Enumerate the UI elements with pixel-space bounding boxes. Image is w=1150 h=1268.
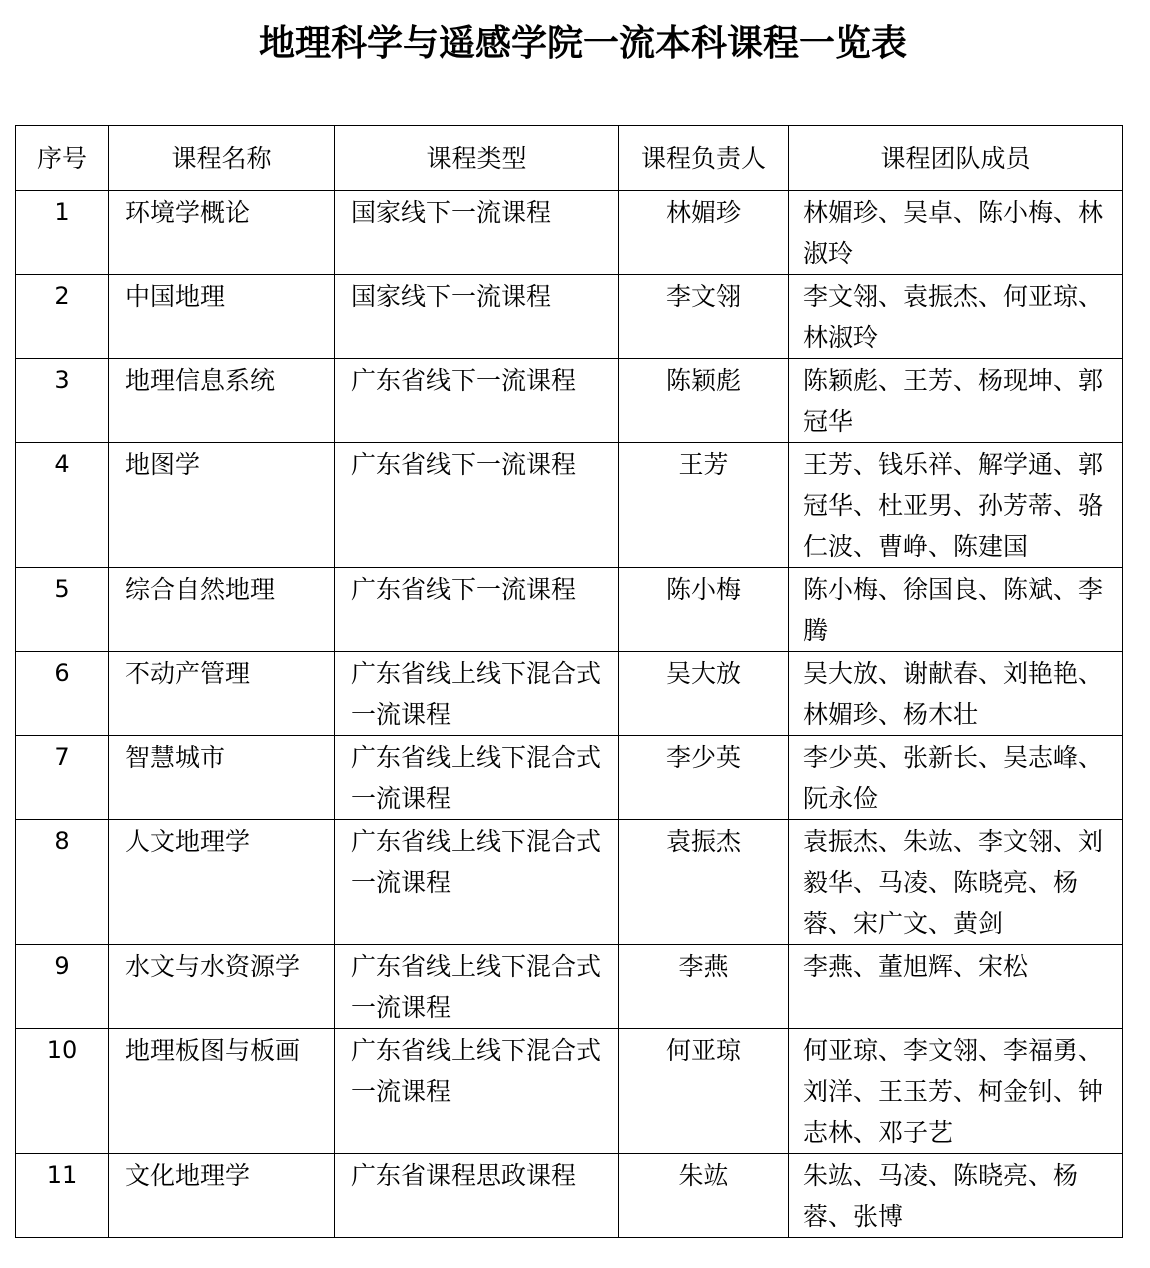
- course-table: [15, 125, 1123, 1238]
- cell-course-name: 中国地理: [109, 275, 335, 359]
- cell-course-type: 广东省线上线下混合式一流课程: [335, 652, 619, 736]
- cell-course-lead: 何亚琼: [619, 1029, 789, 1154]
- cell-course-name: 不动产管理: [109, 652, 335, 736]
- cell-course-type: 广东省线上线下混合式一流课程: [335, 1029, 619, 1154]
- table-row: [16, 1154, 1123, 1238]
- cell-course-team: 朱竑、马凌、陈晓亮、杨蓉、张博: [789, 1154, 1123, 1238]
- header-course-type: 课程类型: [335, 126, 619, 191]
- cell-no: 11: [16, 1154, 109, 1238]
- cell-course-name: 人文地理学: [109, 820, 335, 945]
- cell-course-lead: 袁振杰: [619, 820, 789, 945]
- cell-course-team: 陈颖彪、王芳、杨现坤、郭冠华: [789, 359, 1123, 443]
- cell-course-team: 何亚琼、李文翎、李福勇、刘洋、王玉芳、柯金钊、钟志林、邓子艺: [789, 1029, 1123, 1154]
- cell-course-team: 陈小梅、徐国良、陈斌、李腾: [789, 568, 1123, 652]
- cell-course-name: 地图学: [109, 443, 335, 568]
- cell-course-type: 广东省线上线下混合式一流课程: [335, 820, 619, 945]
- cell-no: 9: [16, 945, 109, 1029]
- cell-no: 2: [16, 275, 109, 359]
- cell-course-name: 文化地理学: [109, 1154, 335, 1238]
- table-row: [16, 736, 1123, 820]
- cell-course-name: 地理信息系统: [109, 359, 335, 443]
- cell-course-lead: 陈颖彪: [619, 359, 789, 443]
- cell-course-type: 广东省线下一流课程: [335, 443, 619, 568]
- table-row: [16, 1029, 1123, 1154]
- cell-no: 7: [16, 736, 109, 820]
- header-course-name: 课程名称: [109, 126, 335, 191]
- cell-course-name: 综合自然地理: [109, 568, 335, 652]
- table-row: [16, 652, 1123, 736]
- cell-course-type: 广东省课程思政课程: [335, 1154, 619, 1238]
- cell-course-type: 广东省线下一流课程: [335, 568, 619, 652]
- cell-course-lead: 陈小梅: [619, 568, 789, 652]
- cell-course-lead: 吴大放: [619, 652, 789, 736]
- page-title: 地理科学与遥感学院一流本科课程一览表: [258, 23, 907, 64]
- cell-course-type: 广东省线下一流课程: [335, 359, 619, 443]
- cell-course-name: 环境学概论: [109, 191, 335, 275]
- table-row: [16, 275, 1123, 359]
- cell-no: 4: [16, 443, 109, 568]
- cell-course-lead: 朱竑: [619, 1154, 789, 1238]
- cell-course-team: 王芳、钱乐祥、解学通、郭冠华、杜亚男、孙芳蒂、骆仁波、曹峥、陈建国: [789, 443, 1123, 568]
- table-row: [16, 820, 1123, 945]
- cell-course-type: 国家线下一流课程: [335, 191, 619, 275]
- cell-course-name: 地理板图与板画: [109, 1029, 335, 1154]
- table-row: [16, 568, 1123, 652]
- cell-no: 10: [16, 1029, 109, 1154]
- cell-course-name: 水文与水资源学: [109, 945, 335, 1029]
- cell-course-team: 李文翎、袁振杰、何亚琼、林淑玲: [789, 275, 1123, 359]
- header-course-lead: 课程负责人: [619, 126, 789, 191]
- cell-course-lead: 李少英: [619, 736, 789, 820]
- cell-course-team: 袁振杰、朱竑、李文翎、刘毅华、马凌、陈晓亮、杨蓉、宋广文、黄剑: [789, 820, 1123, 945]
- cell-course-type: 广东省线上线下混合式一流课程: [335, 736, 619, 820]
- cell-course-name: 智慧城市: [109, 736, 335, 820]
- cell-course-type: 国家线下一流课程: [335, 275, 619, 359]
- cell-no: 1: [16, 191, 109, 275]
- header-course-team: 课程团队成员: [789, 126, 1123, 191]
- cell-no: 8: [16, 820, 109, 945]
- cell-no: 3: [16, 359, 109, 443]
- cell-course-type: 广东省线上线下混合式一流课程: [335, 945, 619, 1029]
- cell-no: 5: [16, 568, 109, 652]
- cell-course-team: 吴大放、谢献春、刘艳艳、林媚珍、杨木壮: [789, 652, 1123, 736]
- cell-course-team: 李少英、张新长、吴志峰、阮永俭: [789, 736, 1123, 820]
- table-header-row: [16, 126, 1123, 191]
- table-row: [16, 359, 1123, 443]
- cell-course-team: 李燕、董旭辉、宋松: [789, 945, 1123, 1029]
- table-row: [16, 443, 1123, 568]
- cell-course-lead: 李文翎: [619, 275, 789, 359]
- cell-no: 6: [16, 652, 109, 736]
- cell-course-team: 林媚珍、吴卓、陈小梅、林淑玲: [789, 191, 1123, 275]
- table-row: [16, 191, 1123, 275]
- cell-course-lead: 王芳: [619, 443, 789, 568]
- cell-course-lead: 李燕: [619, 945, 789, 1029]
- table-row: [16, 945, 1123, 1029]
- header-no: 序号: [16, 126, 109, 191]
- cell-course-lead: 林媚珍: [619, 191, 789, 275]
